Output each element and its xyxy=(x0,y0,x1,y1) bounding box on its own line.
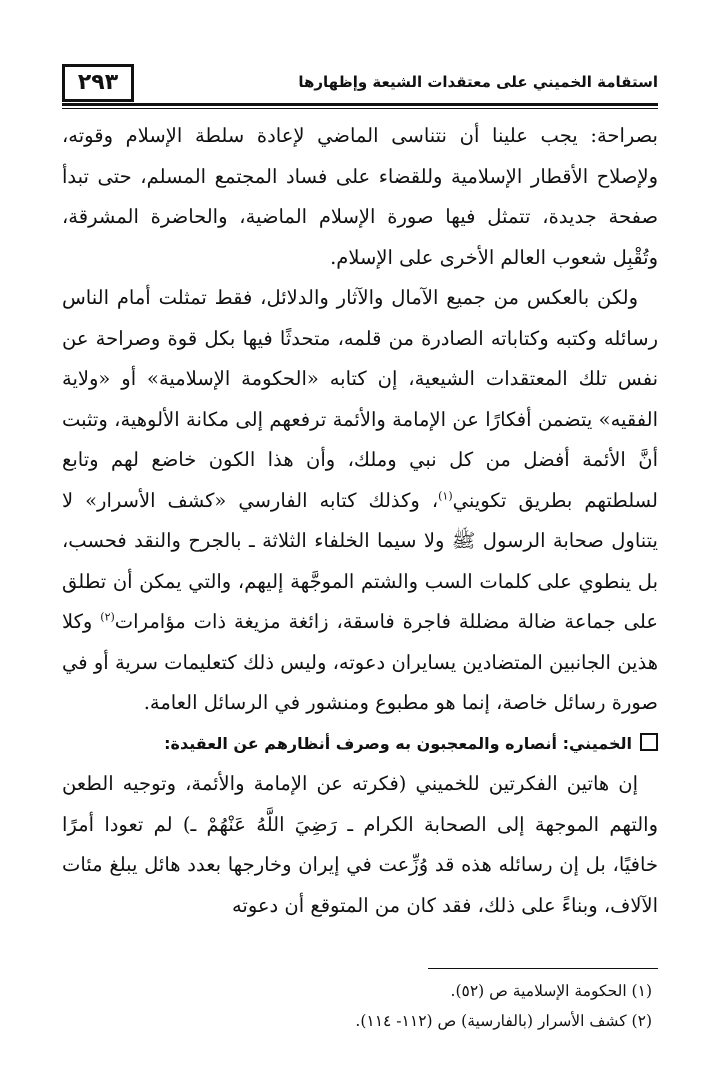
footnote-2: (٢) كشف الأسرار (بالفارسية) ص (١١٢- ١١٤). xyxy=(355,1012,652,1030)
main-text xyxy=(62,116,658,926)
page-header xyxy=(62,64,658,108)
section-heading xyxy=(62,724,658,765)
paragraph-2-part-3: وكلا هذين الجانبين المتضادين يسايران دعوته، وليس ذلك كتعليمات سرية أو في صورة رسائل خاصة، إنما هو مطبوع ومنشور في الرسائل العامة. xyxy=(62,610,658,714)
section-heading-text: الخميني: أنصاره والمعجبون به وصرف أنظارهم عن العقيدة: xyxy=(164,733,632,753)
footnotes xyxy=(62,976,658,1036)
paragraph-2 xyxy=(62,278,658,724)
running-title: استقامة الخميني على معتقدات الشيعة وإظهارها xyxy=(298,73,658,91)
section-paragraph: إن هاتين الفكرتين للخميني (فكرته عن الإمامة والأئمة، وتوجيه الطعن والتهم الموجهة إلى الصحابة الكرام ـ رَضِيَ اللَّهُ عَنْهُمْ ـ) لم تعودا أمرًا خافيًا، بل إن رسائله هذه قد وُزِّعت في إيران وخارجها بعدد هائل يبلغ مئات الآلاف، وبناءً على ذلك، فقد كان من المتوقع أن دعوته xyxy=(62,772,658,917)
checkbox-icon xyxy=(640,733,658,751)
paragraph-2-part-1: ولكن بالعكس من جميع الآمال والآثار والدلائل، فقط تمثلت أمام الناس رسائله وكتبه وكتاباته الصادرة من قلمه، متحدثًا فيها بكل قوة وصراحة عن نفس تلك المعتقدات الشيعية، إن كتابه «الحكومة الإسلامية» أو «ولاية الفقيه» يتضمن أفكارًا عن الإمامة والأئمة ترفعهم إلى مكانة الألوهية، وتثبت أنَّ الأئمة أفضل من كل نبي وملك، وأن هذا الكون خاضع لهم وتابع لسلطتهم بطريق تكويني xyxy=(62,286,658,512)
paragraph-1: بصراحة: يجب علينا أن نتناسى الماضي لإعادة سلطة الإسلام وقوته، ولإصلاح الأقطار الإسلامية وللقضاء على فساد المجتمع المسلم، حتى تبدأ صفحة جديدة، تتمثل فيها صورة الإسلام الماضية، والحاضرة المشرقة، وتُقْبِل شعوب العالم الأخرى على الإسلام. xyxy=(62,124,658,269)
paragraph-2-part-2: ، وكذلك كتابه الفارسي «كشف الأسرار» لا يتناول صحابة الرسول ﷺ ولا سيما الخلفاء الثلاثة ـ بالجرح والنقد فحسب، بل ينطوي على كلمات السب والشتم الموجَّهة إليهم، والتي يمكن أن تطلق على جماعة ضالة مضللة فاجرة فاسقة، زائغة مزيغة ذات مؤامرات xyxy=(62,488,658,633)
footnote-ref-1: (١) xyxy=(438,489,453,502)
page-number: ٢٩٣ xyxy=(62,64,134,102)
header-rule-thin xyxy=(62,108,658,109)
footnote-1: (١) الحكومة الإسلامية ص (٥٢). xyxy=(450,982,652,1000)
header-rule-thick xyxy=(62,103,658,106)
footnote-ref-2: (٢) xyxy=(100,610,115,624)
footnote-separator xyxy=(428,968,658,969)
